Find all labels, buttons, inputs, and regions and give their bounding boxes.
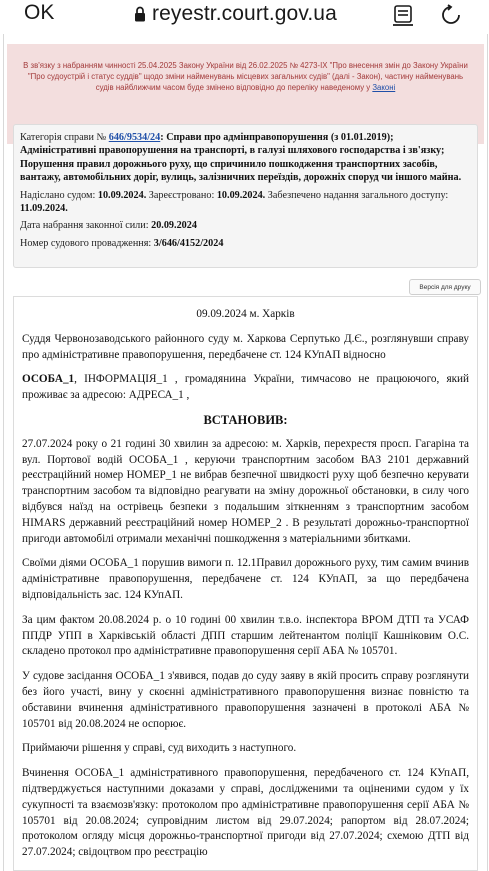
court-decision-text: [13, 296, 478, 871]
decision-paragraph: Суддя Червонозаводського районного суду м. Харкова Серпутько Д.Є., розглянувши справу про адміністративне правопорушення, передбачене ст. 124 КУпАП відносно: [22, 332, 469, 361]
decision-paragraph: ОСОБА_1, ІНФОРМАЦІЯ_1 , громадянина України, тимчасово не працюючого, який проживає за адресою: АДРЕСА_1 ,: [22, 373, 469, 402]
decision-paragraph: У судове засідання ОСОБА_1 з'явився, подав до суду заяву в якій просить справу розглянути без його участі, вину у скоєнні адміністративного правопорушення визнає повністю та обставини вчинення адміністративного правопорушення зазначені в протоколі АБА № 105701 від 20.08.2024 не оспорює.: [22, 670, 469, 730]
page-content: [3, 34, 488, 871]
notice-law-link[interactable]: Законі: [372, 83, 396, 92]
reader-mode-icon[interactable]: [392, 4, 414, 28]
case-dates: Надіслано судом: 10.09.2024. Зареєстровано: 10.09.2024. Забезпечено надання загального доступу: 11.09.2024.: [20, 189, 449, 215]
decision-paragraph: За цим фактом 20.08.2024 р. о 10 годині 00 хвилин т.в.о. інспектора ВРОМ ДТП та УСАФ ППДР УПП в Харківській області ДПП старшим лейтенантом поліції Кашніковим О.С. складено протокол про адміністративне правопорушення серії АБА № 105701.: [22, 613, 469, 658]
case-category: Категорія справи № 646/9534/24: Справи про адмінправопорушення (з 01.01.2019); Адміністративні правопорушення на транспорті, в галузі шляхового господарства і зв'язку; Порушення правил дорожнього руху, що спричинило пошкодження транспортних засобів, вантажу, автомобільних доріг, вулиць, залізничних переїздів, дорожніх споруд чи іншого майна.: [20, 132, 462, 184]
decision-heading: ВСТАНОВИВ:: [203, 412, 288, 427]
lock-icon: [134, 6, 146, 22]
decision-date-city: 09.09.2024 м. Харків: [196, 308, 295, 320]
reload-icon[interactable]: [440, 4, 462, 28]
case-proceeding-number: Номер судового провадження: 3/646/4152/2024: [20, 237, 224, 249]
print-version-button[interactable]: Версія для друку: [409, 279, 481, 295]
case-number-link[interactable]: 646/9534/24: [108, 132, 161, 143]
case-info-card: [13, 124, 478, 268]
done-button[interactable]: OK: [24, 1, 55, 24]
notice-text: В зв'язку з набранням чинності 25.04.2025 Закону України від 26.02.2025 № 4273-ІХ "Про внесення змін до Закону України "Про судоустрій і статус суддів" щодо зміни найменувань місцевих загальних судів" (далі - Закон), частину найменувань судів найближчим часом буде змінено відповідно до переліку наведеному у: [23, 61, 468, 92]
decision-paragraph: 27.07.2024 року о 21 годині 30 хвилин за адресою: м. Харків, перехрестя просп. Гагаріна та вул. Портової водій ОСОБА_1 , керуючи транспортним засобом ВАЗ 2101 державний реєстраційний номер НОМЕР_1 не вибрав безпечної швидкості руху щоб безпечно керувати транспортним засобом та відповідно реагувати на зміну дорожньої обстановки, в силу чого відбувся наїзд на острівець безпеки з подальшим зіткненням з транспортним засобом HIMARS державний реєстраційний номер НОМЕР_2 . В результаті дорожньо-транспортної пригоди автомобілі отримали механічні пошкодження з матеріальними збитками.: [22, 437, 469, 545]
case-force-date: Дата набрання законної сили: 20.09.2024: [20, 220, 197, 232]
decision-paragraph: Вчинення ОСОБА_1 адміністративного правопорушення, передбаченого ст. 124 КУпАП, підтверджується наступними доказами у справі, дослідженими та оціненими судом у їх сукупності та взаємозв'язку: протоколом про адміністративне правопорушення серії АБА № 105701 від 20.08.2024; супровідним листом від 29.07.2024; рапортом від 28.07.2024; протоколом огляду місця дорожньо-транспортної пригоди від 27.07.2024; схемою ДТП від 27.07.2024; свідоцтвом про реєстрацію: [22, 767, 469, 859]
browser-toolbar: [0, 0, 489, 34]
decision-paragraph: Своїми діями ОСОБА_1 порушив вимоги п. 12.1Правил дорожнього руху, тим самим вчинив адміністративне правопорушення, передбачене ст. 124 КУпАП, за що передбачена відповідальність зас. 124 КУпАП.: [22, 557, 469, 601]
decision-paragraph: Приймаючи рішення у справі, суд виходить з наступного.: [22, 742, 297, 755]
address-bar-url[interactable]: reyestr.court.gov.ua: [152, 2, 337, 25]
